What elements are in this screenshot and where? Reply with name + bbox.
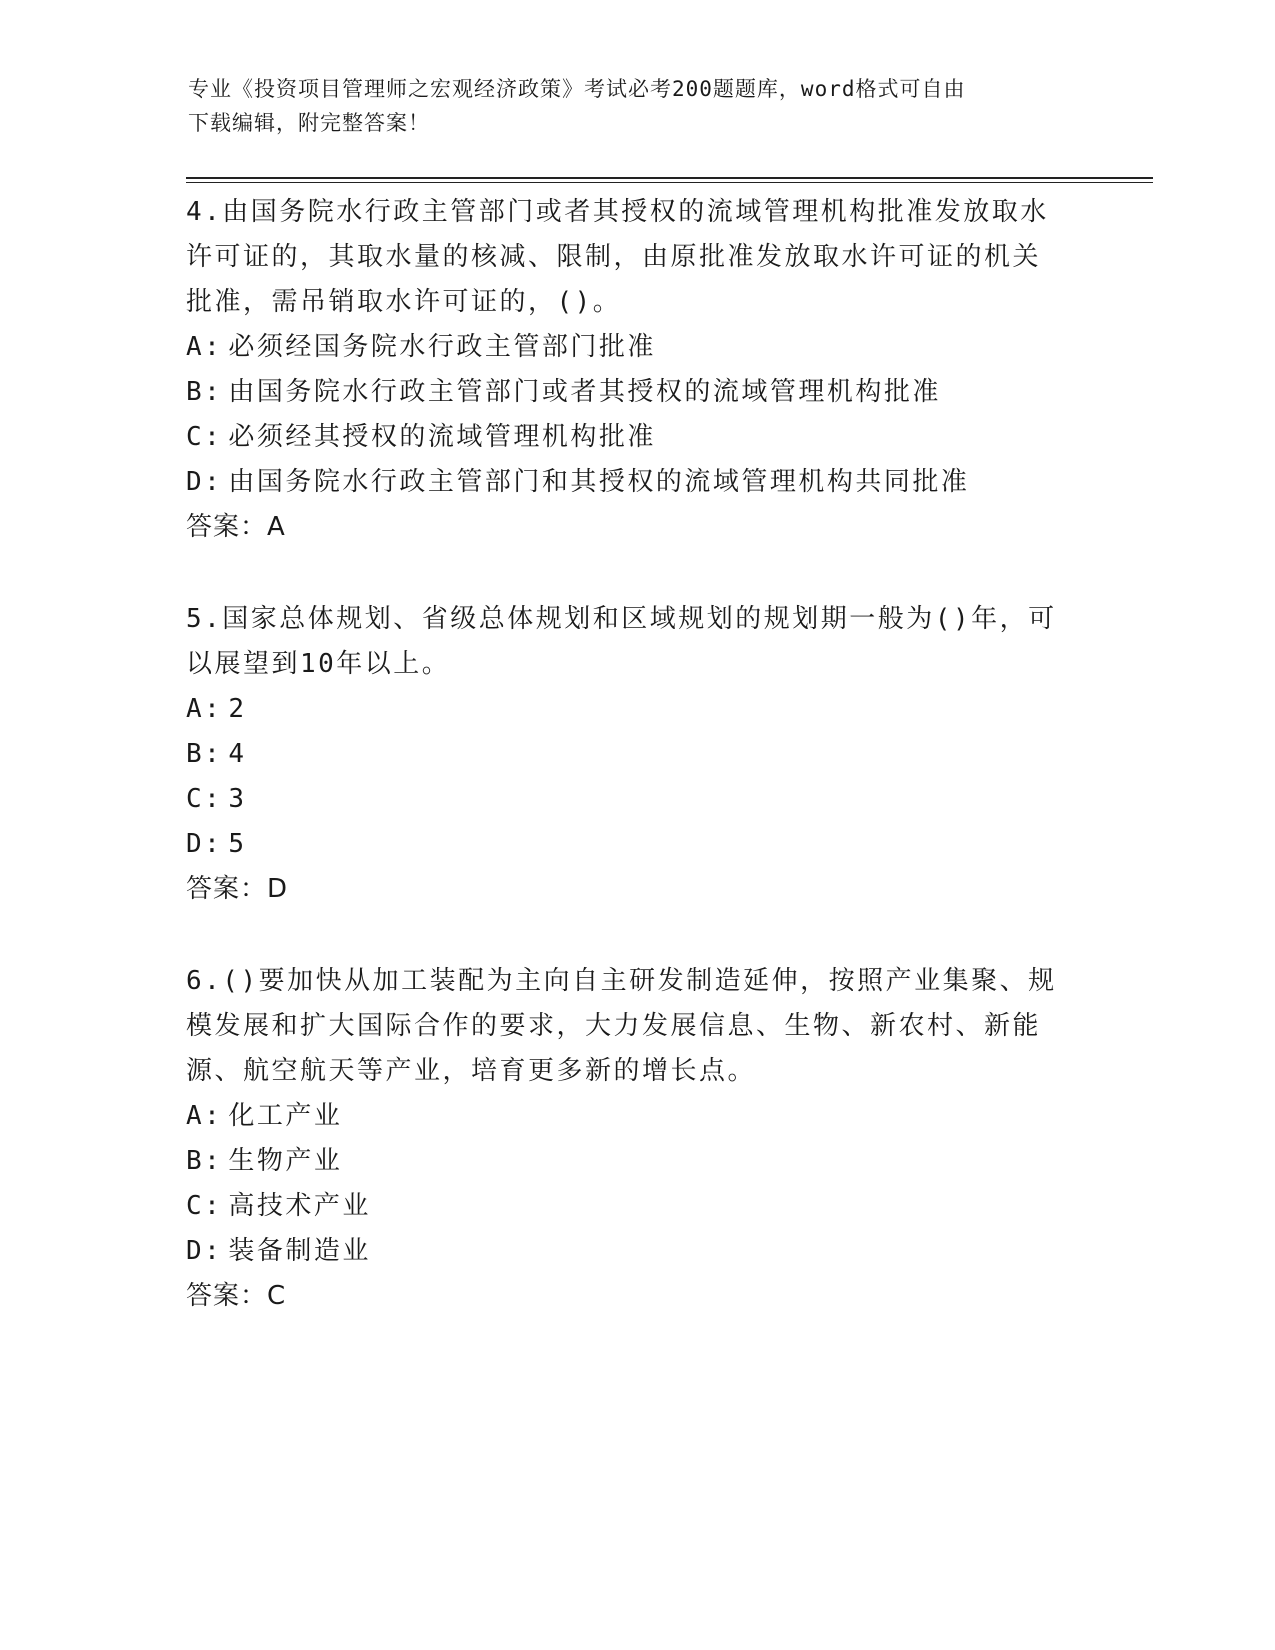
option-letter: D: [186, 829, 223, 859]
option-d [186, 460, 1066, 505]
option-d [186, 1229, 1066, 1274]
option-letter: D: [186, 1236, 223, 1266]
question-4 [186, 190, 1066, 550]
option-letter: D: [186, 467, 223, 497]
option-text: 必须经其授权的流域管理机构批准 [228, 422, 656, 452]
option-c [186, 777, 1066, 822]
answer-line: 答案：A [186, 512, 286, 542]
option-text: 3 [228, 784, 247, 814]
option-a [186, 1094, 1066, 1139]
question-stem: 4.由国务院水行政主管部门或者其授权的流域管理机构批准发放取水许可证的，其取水量的核减、限制，由原批准发放取水许可证的机关批准，需吊销取水许可证的，()。 [186, 197, 1049, 317]
option-text: 装备制造业 [228, 1236, 371, 1266]
option-letter: B: [186, 1146, 223, 1176]
option-b [186, 370, 1066, 415]
option-letter: B: [186, 377, 223, 407]
option-text: 生物产业 [228, 1146, 343, 1176]
option-text: 5 [228, 829, 247, 859]
question-6 [186, 959, 1066, 1319]
option-text: 由国务院水行政主管部门或者其授权的流域管理机构批准 [228, 377, 941, 407]
document-header [188, 72, 1068, 140]
option-letter: A: [186, 1101, 223, 1131]
option-d [186, 822, 1066, 867]
header-divider-thick [186, 177, 1153, 179]
option-c [186, 1184, 1066, 1229]
option-text: 化工产业 [228, 1101, 343, 1131]
answer-line: 答案：C [186, 1281, 287, 1311]
option-text: 必须经国务院水行政主管部门批准 [228, 332, 656, 362]
option-letter: C: [186, 1191, 223, 1221]
header-divider-thin [186, 182, 1153, 183]
option-text: 4 [228, 739, 247, 769]
option-a [186, 687, 1066, 732]
option-letter: C: [186, 784, 223, 814]
option-letter: C: [186, 422, 223, 452]
option-text: 2 [228, 694, 247, 724]
option-text: 高技术产业 [228, 1191, 371, 1221]
option-b [186, 732, 1066, 777]
option-letter: A: [186, 694, 223, 724]
option-c [186, 415, 1066, 460]
question-list [186, 190, 1066, 1366]
option-a [186, 325, 1066, 370]
header-line-2: 下载编辑，附完整答案！ [188, 111, 430, 135]
option-letter: A: [186, 332, 223, 362]
question-stem: 5.国家总体规划、省级总体规划和区域规划的规划期一般为()年，可以展望到10年以上。 [186, 604, 1057, 679]
option-letter: B: [186, 739, 223, 769]
option-b [186, 1139, 1066, 1184]
header-line-1: 专业《投资项目管理师之宏观经济政策》考试必考200题题库，word格式可自由 [188, 77, 966, 101]
question-5 [186, 597, 1066, 912]
option-text: 由国务院水行政主管部门和其授权的流域管理机构共同批准 [228, 467, 970, 497]
answer-line: 答案：D [186, 874, 289, 904]
question-stem: 6.()要加快从加工装配为主向自主研发制造延伸，按照产业集聚、规模发展和扩大国际合作的要求，大力发展信息、生物、新农村、新能源、航空航天等产业，培育更多新的增长点。 [186, 966, 1057, 1086]
